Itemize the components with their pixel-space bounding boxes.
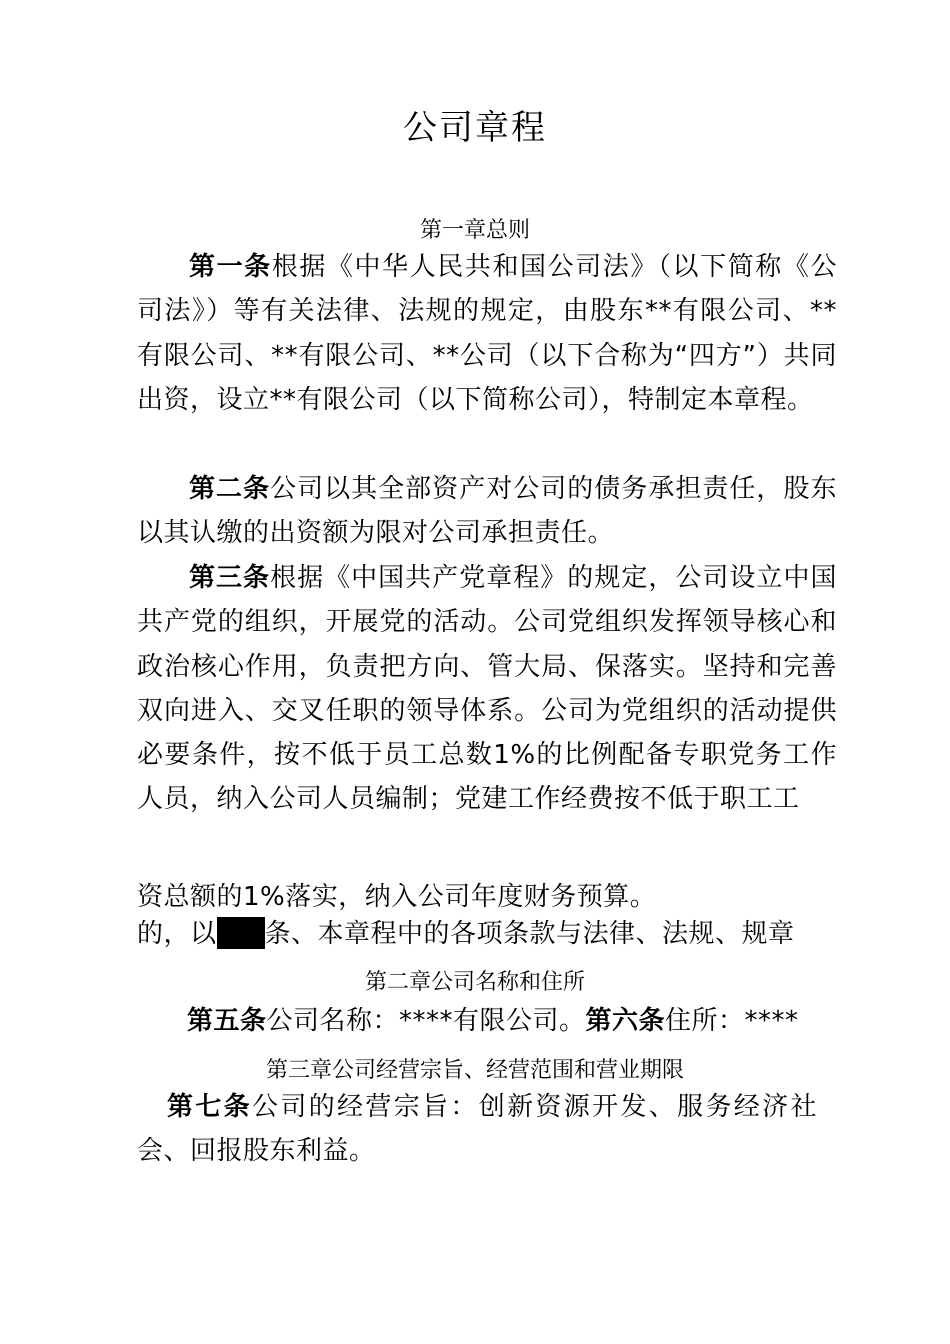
garbled-middle: 条、本章程中的各项条款与法律、法规、规章: [264, 919, 795, 949]
article-2-text: 公司以其全部资产对公司的债务承担责任，股东以其认缴的出资额为限对公司承担责任。: [137, 474, 837, 549]
article-5-6-line: [187, 1000, 799, 1037]
article-7-text: 公司的经营宗旨：创新资源开发、服务经济社会、回报股东利益。: [137, 1092, 817, 1167]
chapter-2-heading: 第二章公司名称和住所: [364, 970, 585, 995]
article-1: [137, 245, 837, 422]
article-6-text: 住所：****: [665, 1006, 799, 1036]
article-6-label: 第六条: [585, 1006, 666, 1036]
article-3: [137, 556, 837, 822]
garbled-overlap-line: [137, 913, 795, 953]
redacted-text: 四: [216, 923, 244, 953]
article-3-label: 第三条: [189, 563, 271, 593]
article-3-text: 根据《中国共产党章程》的规定，公司设立中国共产党的组织，开展党的活动。公司党组织发挥领导核心和政治核心作用，负责把方向、管大局、保落实。坚持和完善双向进入、交叉任职的领导体系。公司为党组织的活动提供必要条件，按不低于员工总数1%的比例配备专职党务工作人员，纳入公司人员编制；党建工作经费按不低于职工工: [137, 563, 837, 815]
article-1-label: 第一条: [189, 252, 272, 282]
document-title: 公司章程: [403, 108, 547, 148]
article-2: [137, 467, 837, 556]
redaction-block: [216, 917, 265, 953]
article-5-label: 第五条: [187, 1006, 267, 1036]
article-5-text: 公司名称：****有限公司。: [266, 1006, 586, 1036]
article-7: [137, 1085, 817, 1174]
chapter-1-heading: 第一章总则: [419, 218, 530, 243]
chapter-3-heading: 第三章公司经营宗旨、经营范围和营业期限: [265, 1058, 684, 1083]
article-7-label: 第七条: [167, 1092, 253, 1122]
article-1-text: 根据《中华人民共和国公司法》（以下简称《公司法》）等有关法律、法规的规定，由股东**有限公司、**有限公司、**有限公司、**公司（以下合称为“四方”）共同出资，设立**有限公司（以下简称公司），特制定本章程。: [137, 252, 837, 415]
article-3-continuation: 资总额的1%落实，纳入公司年度财务预算。: [137, 882, 657, 912]
garbled-prefix: 的，以: [137, 919, 217, 949]
article-2-label: 第二条: [189, 474, 271, 504]
